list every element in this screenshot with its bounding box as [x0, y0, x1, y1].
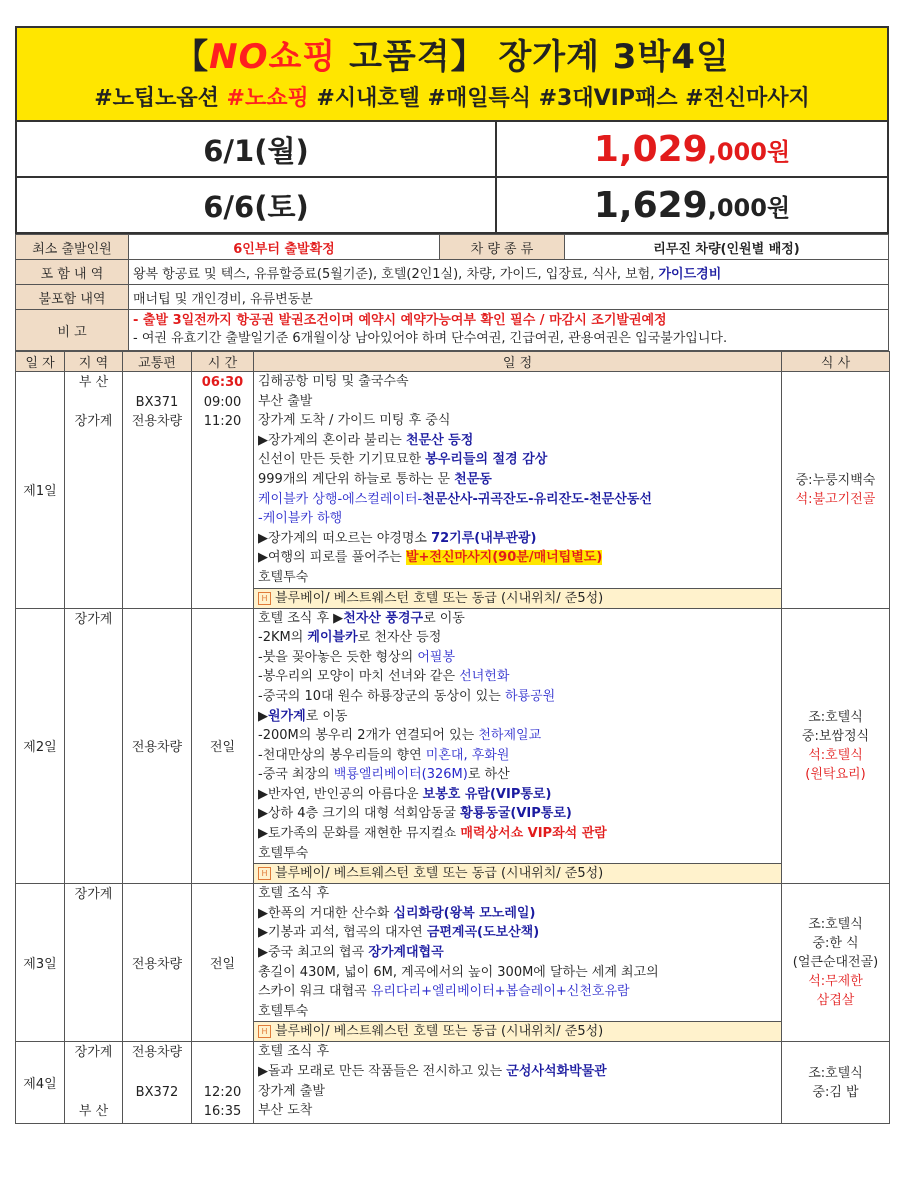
day-transport: BX371 전용차량 [123, 372, 192, 609]
day-time: 전일 [192, 608, 254, 884]
day-region: 장가계 부 산 [65, 1042, 123, 1123]
col-day: 일 자 [16, 352, 65, 372]
page-title: 【NO쇼핑 고품격】 장가계 3박4일 [174, 37, 730, 77]
hashtags: #노팁노옵션 #노쇼핑 #시내호텔 #매일특식 #3대VIP패스 #전신마사지 [94, 86, 810, 111]
col-transport: 교통편 [123, 352, 192, 372]
car-type-label: 차 량 종 류 [440, 235, 565, 260]
col-meal: 식 사 [782, 352, 890, 372]
col-region: 지 역 [65, 352, 123, 372]
note-label: 비 고 [16, 310, 129, 351]
min-pax-value: 6인부터 출발확정 [129, 235, 440, 260]
day-label: 제1일 [16, 372, 65, 609]
day-meals: 중:누룽지백숙 석:불고기전골 [782, 372, 890, 609]
hotel-icon: H [258, 592, 271, 605]
departure-row-1 [15, 122, 889, 178]
col-plan: 일 정 [254, 352, 782, 372]
day-row [16, 884, 890, 1042]
day-transport: 전용차량 BX372 [123, 1042, 192, 1123]
day-region: 장가계 [65, 608, 123, 884]
departure-price: 1,629 ,000원 [593, 184, 791, 226]
day-meals: 조:호텔식 중:보쌈정식 석:호텔식 (원탁요리) [782, 608, 890, 884]
day-plan: 김해공항 미팅 및 출국수속 부산 출발 장가계 도착 / 가이드 미팅 후 중식 ▶장가계의 혼이라 불리는 천문산 등정 신선이 만든 듯한 기기묘묘한 봉우리들의 절경 감상 999개의 계단위 하늘로 통하는 문 천문동 케이블카 상행-에스컬레이터-천문산사-귀곡잔도-유리잔도-천문산동선 -케이블카 하행 ▶장가계의 떠오르는 야경명소 72기루(내부관광) ▶여행의 피로를 풀어주는 발+전신마사지(90분/매너팁별도) 호텔투숙 H 블루베이/ 베스트웨스턴 호텔 또는 동급 (시내위치/ 준5성) [254, 372, 782, 609]
day-meals: 조:호텔식 중:김 밥 [782, 1042, 890, 1123]
no-shopping-logo: NO [209, 37, 269, 77]
day-time: 전일 [192, 884, 254, 1042]
included-label: 포 함 내 역 [16, 260, 129, 285]
hotel-info: H 블루베이/ 베스트웨스턴 호텔 또는 동급 (시내위치/ 준5성) [254, 588, 781, 608]
excluded-value: 매너팁 및 개인경비, 유류변동분 [129, 285, 889, 310]
itinerary-sheet [15, 26, 889, 1166]
day-row [16, 372, 890, 609]
excluded-label: 불포함 내역 [16, 285, 129, 310]
day-label: 제2일 [16, 608, 65, 884]
day-meals: 조:호텔식 중:한 식 (얼큰순대전골) 석:무제한 삼겹살 [782, 884, 890, 1042]
day-plan: 호텔 조식 후 ▶한폭의 거대한 산수화 십리화랑(왕복 모노레일) ▶기봉과 괴석, 협곡의 대자연 금편계곡(도보산책) ▶중국 최고의 협곡 장가계대협곡 총길이 430M, 넓이 6M, 계곡에서의 높이 300M에 달하는 세계 최고의 스카이 워크 대협곡 유리다리+엘리베이터+봅슬레이+신천호유람 호텔투숙 H 블루베이/ 베스트웨스턴 호텔 또는 동급 (시내위치/ 준5성) [254, 884, 782, 1042]
departure-date: 6/1(월) [17, 122, 497, 176]
departure-row-2 [15, 178, 889, 234]
hotel-info: H 블루베이/ 베스트웨스턴 호텔 또는 동급 (시내위치/ 준5성) [254, 1021, 781, 1041]
schedule-table [15, 351, 890, 1124]
col-time: 시 간 [192, 352, 254, 372]
day-row [16, 608, 890, 884]
departure-price: 1,029 ,000원 [593, 128, 791, 170]
day-time: 12:20 16:35 [192, 1042, 254, 1123]
day-plan: 호텔 조식 후 ▶천자산 풍경구로 이동 -2KM의 케이블카로 천자산 등정 -붓을 꽂아놓은 듯한 형상의 어필봉 -봉우리의 모양이 마치 선녀와 같은 선녀헌화 -중국의 10대 원수 하룡장군의 동상이 있는 하룡공원 ▶원가계로 이동 -200M의 봉우리 2개가 연결되어 있는 천하제일교 -천대만상의 봉우리들의 향연 미혼대, 후화원 -중국 최장의 백룡엘리베이터(326M)로 하산 ▶반자연, 반인공의 아름다운 보봉호 유람(VIP통로) ▶상하 4층 크기의 대형 석회암동굴 황룡동굴(VIP통로) ▶토가족의 문화를 재현한 뮤지컬쇼 매력상서쇼 VIP좌석 관람 호텔투숙 H 블루베이/ 베스트웨스턴 호텔 또는 동급 (시내위치/ 준5성) [254, 608, 782, 884]
car-type-value: 리무진 차량(인원별 배정) [565, 235, 889, 260]
day-time: 06:30 09:00 11:20 [192, 372, 254, 609]
min-pax-label: 최소 출발인원 [16, 235, 129, 260]
day-transport: 전용차량 [123, 884, 192, 1042]
day-label: 제3일 [16, 884, 65, 1042]
hotel-icon: H [258, 867, 271, 880]
title-banner [15, 26, 889, 122]
note-value: - 출발 3일전까지 항공권 발권조건이며 예약시 예약가능여부 확인 필수 / 마감시 조기발권예정 - 여권 유효기간 출발일기준 6개월이상 남아있어야 하며 단수여권, 긴급여권, 관용여권은 입국불가입니다. [129, 310, 889, 351]
day-transport: 전용차량 [123, 608, 192, 884]
tour-info-table [15, 234, 889, 351]
hotel-info: H 블루베이/ 베스트웨스턴 호텔 또는 동급 (시내위치/ 준5성) [254, 863, 781, 883]
departure-date: 6/6(토) [17, 178, 497, 232]
day-region: 장가계 [65, 884, 123, 1042]
hotel-icon: H [258, 1025, 271, 1038]
day-row [16, 1042, 890, 1123]
day-region: 부 산 장가계 [65, 372, 123, 609]
day-plan: 호텔 조식 후 ▶돌과 모래로 만든 작품들은 전시하고 있는 군성사석화박물관 장가계 출발 부산 도착 [254, 1042, 782, 1123]
day-label: 제4일 [16, 1042, 65, 1123]
included-value: 왕복 항공료 및 텍스, 유류할증료(5월기준), 호텔(2인1실), 차량, 가이드, 입장료, 식사, 보험, 가이드경비 [129, 260, 889, 285]
